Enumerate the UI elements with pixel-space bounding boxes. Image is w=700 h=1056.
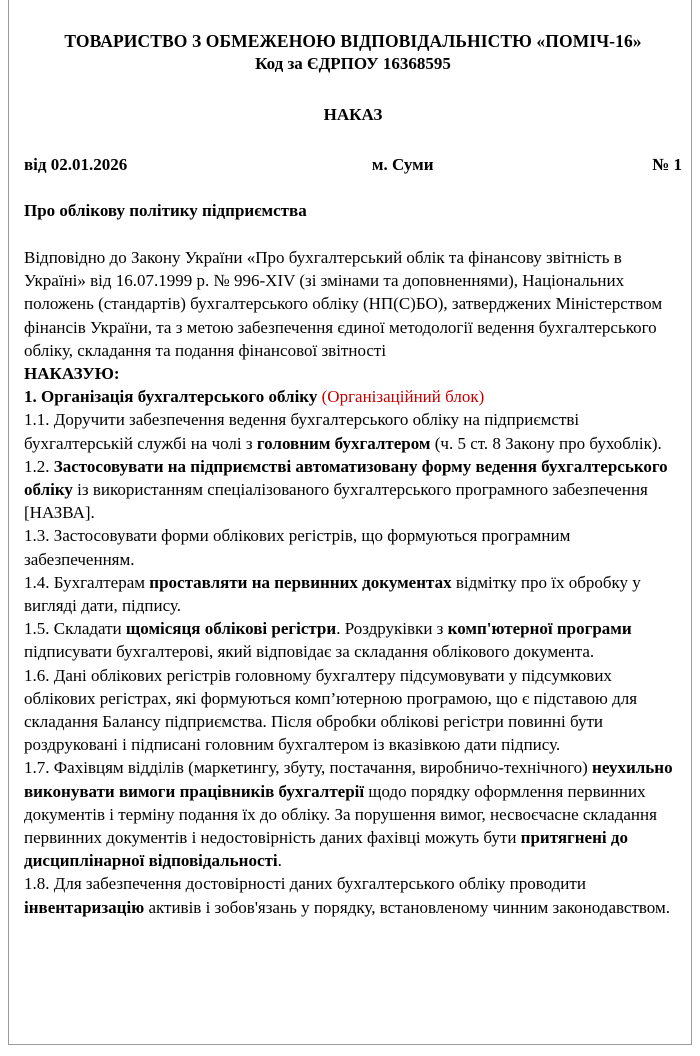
item-1-1 [24,408,682,454]
item-1-5 [24,617,682,663]
item-1-7-run-4: . [277,851,282,871]
item-1-2 [24,455,682,525]
item-1-3 [24,524,682,570]
item-1-7-run-3: притягнені до дисциплінарної відповідальності [24,828,628,871]
item-1-7-run-1: неухильно виконувати вимоги працівників бухгалтерії [24,758,673,801]
preamble [24,246,682,362]
item-1-6 [24,664,682,757]
item-1-3-run-0: 1.3. Застосовувати форми облікових регістрів, що формуються програмним забезпеченням. [24,526,571,569]
document-meta-row [24,155,682,175]
item-1-8 [24,872,682,918]
item-1-7-run-0: 1.7. Фахівцям відділів (маркетингу, збуту, постачання, виробничо-технічного) [24,758,593,778]
document-type-heading: НАКАЗ [323,105,383,124]
item-1-7 [24,756,682,872]
item-1-1-run-2: (ч. 5 ст. 8 Закону про бухоблік). [430,433,662,453]
item-1-1-run-0: 1.1. Доручити забезпечення ведення бухгалтерського обліку на підприємстві бухгалтерській службі на чолі з [24,410,580,453]
item-1-5-run-4: підписувати бухгалтерові, який відповідає за складання облікового документа. [24,642,595,662]
organization-edrpou-code: Код за ЄДРПОУ 16368595 [255,54,451,73]
item-1-4-run-1: проставляти на первинних документах [149,572,452,592]
item-1-8-run-2: активів і зобов'язань у порядку, встановленому чинним законодавством. [144,897,670,917]
section-1-heading-run-1: (Організаційний блок) [321,387,485,407]
document-body [24,246,682,919]
item-1-6-run-0: 1.6. Дані облікових регістрів головному бухгалтеру підсумовувати у підсумкових облікових регістрах, які формуються комп’ютерною програмою, що є підставою для складання Балансу підприємства. Після обробки облікові регістри повинні бути роздруковані і підписані головним бухгалтером із вказівкою дати підпису. [24,665,638,755]
item-1-5-run-0: 1.5. Складати [24,619,126,639]
item-1-4 [24,571,682,617]
document-subject: Про облікову політику підприємства [24,201,307,220]
item-1-2-run-1: Застосовувати на підприємстві автоматизовану форму ведення бухгалтерського обліку [24,456,668,500]
item-1-2-run-0: 1.2. [24,456,54,476]
item-1-1-run-1: головним бухгалтером [256,433,431,453]
organization-title: ТОВАРИСТВО З ОБМЕЖЕНОЮ ВІДПОВІДАЛЬНІСТЮ «ПОМІЧ-16» [64,31,642,51]
item-1-2-run-2: із використанням спеціалізованого бухгалтерського програмного забезпечення [НАЗВА]. [24,480,648,523]
order-verb [24,362,682,385]
item-1-7-run-2: щодо порядку оформлення первинних документів і терміну подання їх до обліку. За порушення вимог, несвоєчасне складання первинних документів і недостовірність даних фахівці можуть бути [24,781,657,848]
preamble-run-0: Відповідно до Закону України «Про бухгалтерський облік та фінансову звітність в Україні» від 16.07.1999 р. № 996-XIV (зі змінами та доповненнями), Національних положень (стандартів) бухгалтерського обліку (НП(С)БО), затверджених Міністерством фінансів України, та з метою забезпечення єдиної методології ведення бухгалтерського обліку, складання та подання фінансової звітності [24,248,663,360]
section-1-heading-run-0: 1. Організація бухгалтерського обліку [24,387,322,407]
document-date: від 02.01.2026 [24,155,128,174]
document-number: № 1 [652,155,682,174]
item-1-4-run-2: відмітку про їх обробку у вигляді дати, підпису. [24,572,641,616]
item-1-5-run-2: . Роздруківки з [336,619,448,639]
item-1-5-run-3: комп'ютерної програми [447,619,632,639]
item-1-8-run-0: 1.8. Для забезпечення достовірності даних бухгалтерського обліку проводити [24,874,586,894]
item-1-5-run-1: щомісяця облікові регістри [125,619,337,639]
item-1-4-run-0: 1.4. Бухгалтерам [24,572,150,592]
item-1-8-run-1: інвентаризацію [24,897,145,917]
document-city: м. Суми [371,155,434,174]
section-1-heading [24,385,682,408]
order-verb-run-0: НАКАЗУЮ: [24,364,120,384]
